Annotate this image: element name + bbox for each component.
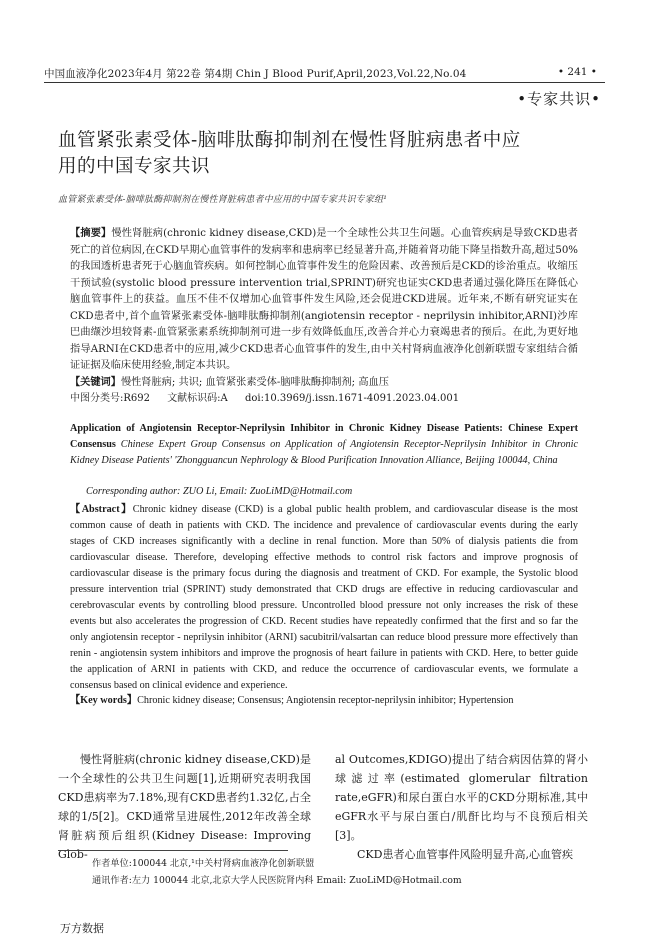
body-column-left: 慢性肾脏病(chronic kidney disease,CKD)是一个全球性的公共卫生问题[1],近期研究表明我国CKD患病率为7.18%,现有CKD患者约1.32亿,占全球的1/5[2]。CKD通常呈进展性,2012年改善全球肾脏病预后组织(Kidney Disease: Improving Glob- bbox=[58, 753, 311, 861]
keywords-cn-label: 【关键词】 bbox=[70, 376, 121, 388]
abstract-en-label: 【Abstract】 bbox=[70, 504, 133, 515]
keywords-en bbox=[70, 693, 578, 709]
column-tag: •专家共识• bbox=[517, 90, 601, 108]
abstract-cn-label: 【摘要】 bbox=[70, 227, 112, 239]
header-rule bbox=[44, 82, 605, 83]
keywords-cn bbox=[70, 374, 578, 391]
footnote-correspondence: 通讯作者:左力 100044 北京,北京大学人民医院肾内科 Email: ZuoLiMD@Hotmail.com bbox=[92, 875, 462, 886]
watermark: 万方数据 bbox=[60, 922, 104, 935]
keywords-cn-text: 慢性肾脏病; 共识; 血管紧张素受体-脑啡肽酶抑制剂; 高血压 bbox=[120, 377, 389, 388]
document-code: 文献标识码:A bbox=[167, 393, 228, 404]
body-column-right bbox=[335, 750, 588, 864]
keywords-en-text: Chronic kidney disease; Consensus; Angiotensin receptor-neprilysin inhibitor; Hypertension bbox=[137, 695, 514, 706]
page-number: • 241 • bbox=[557, 66, 597, 78]
article-title: 血管紧张素受体-脑啡肽酶抑制剂在慢性肾脏病患者中应用的中国专家共识 bbox=[58, 130, 521, 177]
corresponding-author: Corresponding author: ZUO Li, Email: ZuoLiMD@Hotmail.com bbox=[86, 486, 353, 497]
author-group: 血管紧张素受体-脑啡肽酶抑制剂在慢性肾脏病患者中应用的中国专家共识专家组¹ bbox=[58, 195, 388, 205]
clc-number: 中图分类号:R692 bbox=[70, 393, 150, 404]
journal-header: 中国血液净化2023年4月 第22卷 第4期 Chin J Blood Purif,April,2023,Vol.22,No.04 bbox=[44, 68, 467, 80]
body-right-paragraph-2: CKD患者心血管事件风险明显升高,心血管疾 bbox=[357, 848, 573, 861]
abstract-en-text: Chronic kidney disease (CKD) is a global public health problem, and cardiovascular disease is the most common cause of death in patients with CKD. The incidence and prevalence of cardiovascular events during the early stages of CKD increases significantly with a decline in renal function. More than 50% of dialysis patients die from cardiovascular disease. Therefore, developing effective methods to control risk factors and improve prognosis of cardiovascular disease is the primary focus during the diagnosis and treatment of CKD. For example, the Systolic blood pressure intervention trial (SPRINT) study demonstrated that CKD drugs are effective in reducing cardiovascular and cerebrovascular events by controlling blood pressure. Uncontrolled blood pressure not only increases the risk of these events but also accelerates the progression of CKD. Recent studies have repeatedly confirmed that the first and so far the only angiotensin receptor - neprilysin inhibitor (ARNI) sacubitril/valsartan can reduce blood pressure more effectively than renin - angiotensin system inhibitors and improve the prognosis of heart failure in patients with CKD. Here, to better guide the application of ARNI in patients with CKD, and reduce the occurrence of cardiovascular events, we formulate a consensus based on clinical evidence and experience. bbox=[70, 504, 578, 691]
classification-line bbox=[70, 391, 578, 407]
abstract-en bbox=[70, 502, 578, 694]
english-title: Application of Angiotensin Receptor-Neprilysin Inhibitor in Chronic Kidney Disease Patients: Chinese Expert Consensus bbox=[70, 423, 578, 450]
keywords-en-label: 【Key words】 bbox=[70, 695, 138, 706]
english-title-block bbox=[70, 421, 578, 469]
footnote-rule bbox=[58, 850, 288, 851]
body-right-paragraph-1: al Outcomes,KDIGO)提出了结合病因估算的肾小球滤过率(estimated glomerular filtration rate,eGFR)和尿白蛋白水平的CKD分期标准,其中eGFR水平与尿白蛋白/肌酐比均与不良预后相关[3]。 bbox=[335, 753, 588, 842]
abstract-cn bbox=[70, 225, 578, 375]
footnote-affiliation: 作者单位:100044 北京,¹中关村肾病血液净化创新联盟 bbox=[92, 858, 315, 869]
abstract-cn-text: 慢性肾脏病(chronic kidney disease,CKD)是一个全球性公共卫生问题。心血管疾病是导致CKD患者死亡的首位病因,在CKD早期心血管事件的发病率和患病率已经显著升高,并随着肾功能下降呈指数升高,超过50%的我国透析患者死于心脑血管疾病。如何控制心血管事件发生的危险因素、改善预后是CKD的诊治重点。收缩压干预试验(systolic blood pressure intervention trial,SPRINT)研究也证实CKD患者通过强化降压在降低心脑血管事件上的获益。血压不佳不仅增加心血管事件发生风险,还会促进CKD进展。近年来,不断有研究证实在CKD患者中,首个血管紧张素受体-脑啡肽酶抑制剂(angiotensin receptor - neprilysin inhibitor,ARNI)沙库巴曲缬沙坦较肾素-血管紧张素系统抑制剂可进一步有效降低血压,改善合并心力衰竭患者的预后。在此,为更好地指导ARNI在CKD患者中的应用,减少CKD患者心血管事件的发生,由中关村肾病血液净化创新联盟专家组结合循证证据及临床使用经验,制定本共识。 bbox=[70, 228, 578, 371]
doi-link[interactable]: doi:10.3969/j.issn.1671-4091.2023.04.001 bbox=[244, 393, 460, 404]
english-group: Chinese Expert Group Consensus on Application of Angiotensin Receptor-Neprilysin Inhibitor in Chronic Kidney Disease Patients' 'Zhongguancun Nephrology & Blood Purification Innovation Alliance, Beijing 100044, China bbox=[70, 439, 578, 466]
